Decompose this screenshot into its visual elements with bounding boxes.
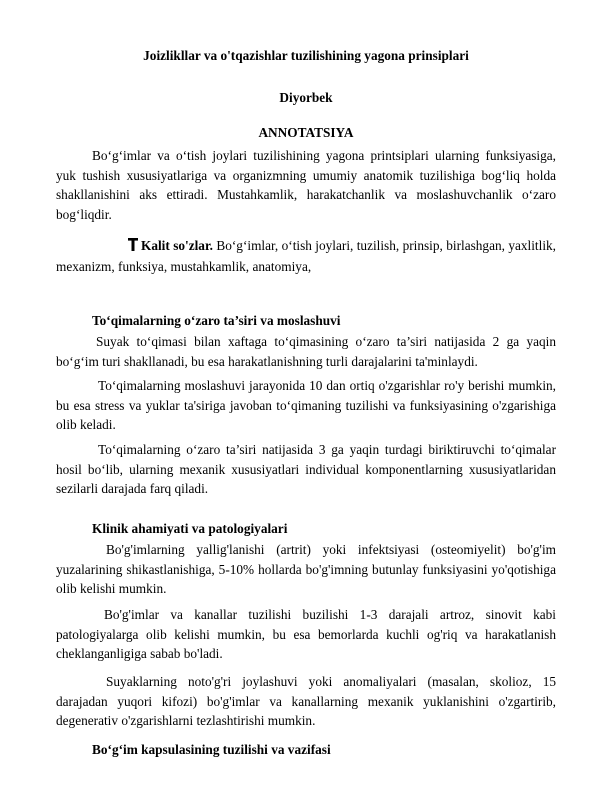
- annotation-heading: ANNOTATSIYA: [258, 125, 354, 140]
- section-heading-capsule: Bo‘g‘im kapsulasining tuzilishi va vazifasi: [92, 742, 331, 757]
- section-heading-tissue-interaction: To‘qimalarning o‘zaro ta’siri va moslashuvi: [92, 313, 341, 328]
- keywords-text: Bo‘g‘imlar, o‘tish joylari, tuzilish, prinsip, birlashgan, yaxlitlik, mexanizm, funksiya, mustahkamlik, anatomiya,: [56, 238, 556, 274]
- key-icon: [92, 237, 138, 257]
- document-title: Joizlikllar va o'tqazishlar tuzilishining yagona prinsiplari: [143, 48, 469, 63]
- keywords-label: Kalit so'zlar.: [141, 238, 213, 253]
- section1-paragraph: To‘qimalarning moslashuvi jarayonida 10 dan ortiq o'zgarishlar ro'y berishi mumkin, bu esa stress va yuklar ta'siriga javoban to‘qimaning tuzilishi va funksiyasining o'zgarishiga olib keladi.: [56, 378, 556, 432]
- section1-paragraph: To‘qimalarning o‘zaro ta’siri natijasida 3 ga yaqin turdagi biriktiruvchi to‘qimalar hosil bo‘lib, ularning mexanik xususiyatlari individual komponentlarning xususiyatlaridan sezilarli darajada farq qiladi.: [56, 442, 556, 496]
- keywords-paragraph: [56, 236, 556, 276]
- annotation-text: Bo‘g‘imlar va o‘tish joylari tuzilishining yagona printsiplari ularning funksiyasiga, yuk tushish xususiyatlariga va organizmning umumiy anatomik tuzilishiga bog‘liq holda shakllanishini aks ettiradi. Mustahkamlik, harakatchanlik va moslashuvchanlik o‘zaro bog‘liqdir.: [56, 148, 556, 222]
- section1-paragraph: Suyak to‘qimasi bilan xaftaga to‘qimasining o‘zaro ta’siri natijasida 2 ga yaqin bo‘g‘im turi shakllanadi, bu esa harakatlanishning turli darajalarini ta'minlaydi.: [56, 334, 556, 369]
- document-author: Diyorbek: [279, 90, 333, 105]
- section2-paragraph: Bo'g'imlarning yallig'lanishi (artrit) yoki infektsiyasi (osteomiyelit) bo'g'im yuzalarining shikastlanishiga, 5-10% hollarda bo'g'imning butunlay funksiyasini yo'qotishiga olib kelishi mumkin.: [56, 542, 556, 596]
- section-heading-clinical: Klinik ahamiyati va patologiyalari: [92, 521, 288, 536]
- section2-paragraph: Bo'g'imlar va kanallar tuzilishi buzilishi 1-3 darajali artroz, sinovit kabi patologiyalarga olib kelishi mumkin, bu esa bemorlarda kuchli og'riq va harakatlanish cheklanganligiga sabab bo'ladi.: [56, 607, 556, 661]
- annotation-heading-line: [0, 125, 612, 141]
- section2-paragraph: Suyaklarning noto'g'ri joylashuvi yoki anomaliyalari (masalan, skolioz, 15 darajadan yuqori kifozi) bo'g'imlar va kanallarning mexanik yuklanishini o'zgartirib, degenerativ o'zgarishlarni tezlashtirishi mumkin.: [56, 674, 556, 728]
